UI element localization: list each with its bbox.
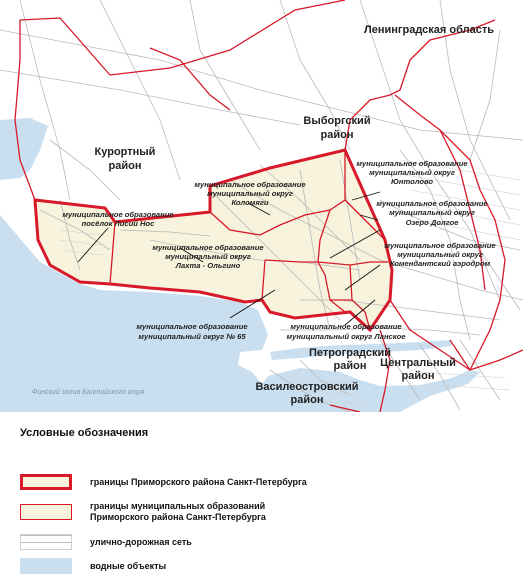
legend-item-road-network [20,534,192,550]
label-tsentralny-line1: Центральный [380,357,456,369]
label-lisiy-nos-line2: посёлок Лисий Нос [81,219,155,228]
label-lisiy-nos-line1: муниципальное образование [62,210,174,219]
legend-label: границы Приморского района Санкт-Петербурга [90,476,307,487]
label-vasileostrovsky-line2: район [290,394,324,406]
legend-item-municipal-border [20,501,266,523]
legend-title: Условные обозначения [20,427,149,439]
municipal-border-swatch [20,504,72,520]
label-lakhta-line2: муниципальный округ [165,252,251,261]
label-tsentralny-line2: район [401,370,435,382]
label-kolomyagi-line2: муниципальный округ [207,189,293,198]
label-yuntolovo-line2: муниципальный округ [369,168,455,177]
label-komendantsky-line3: Комендантский аэродром [389,259,491,268]
label-gulf-of-finland: Финский залив Балтийского моря [31,389,145,396]
label-ozero-dolgoe-line1: муниципальное образование [376,199,488,208]
label-vyborgsky-line2: район [320,129,354,141]
legend-label: водные объекты [90,560,167,571]
water-swatch [20,558,72,574]
label-vyborgsky-line1: Выборгский [303,115,371,127]
label-okrug65-line2: муниципальный округ № 65 [138,332,246,341]
label-kurortny-line1: Курортный [94,146,156,158]
legend-label: улично-дорожная сеть [90,536,192,547]
label-petrogradsky-line2: район [333,360,367,372]
label-lakhta-line1: муниципальное образование [152,243,264,252]
road-network-swatch [20,534,72,550]
label-lanskoe-line2: муниципальный округ Ланское [286,332,406,341]
legend-label: границы муниципальных образований Приморского района Санкт-Петербурга [90,501,266,522]
label-yuntolovo-line1: муниципальное образование [356,159,468,168]
label-petrogradsky-line1: Петроградский [308,347,392,359]
label-lakhta-line3: Лахта - Ольгино [175,261,241,270]
label-kolomyagi-line1: муниципальное образование [194,180,306,189]
label-ozero-dolgoe-line2: муниципальный округ [389,208,475,217]
label-yuntolovo-line3: Юнтолово [390,177,434,186]
label-ozero-dolgoe-line3: Озеро Долгое [405,218,459,227]
label-kurortny-line2: район [108,160,142,172]
label-kolomyagi-line3: Коломяги [231,198,269,207]
label-komendantsky-line1: муниципальное образование [384,241,496,250]
label-lanskoe-line1: муниципальное образование [290,322,402,331]
district-border-swatch [20,474,72,490]
label-leningrad-oblast: Ленинградская область [364,24,494,36]
label-komendantsky-line2: муниципальный округ [397,250,483,259]
label-vasileostrovsky-line1: Василеостровский [255,381,359,393]
legend-item-water [20,558,166,574]
legend-item-district-border [20,474,307,490]
label-okrug65-line1: муниципальное образование [136,322,248,331]
